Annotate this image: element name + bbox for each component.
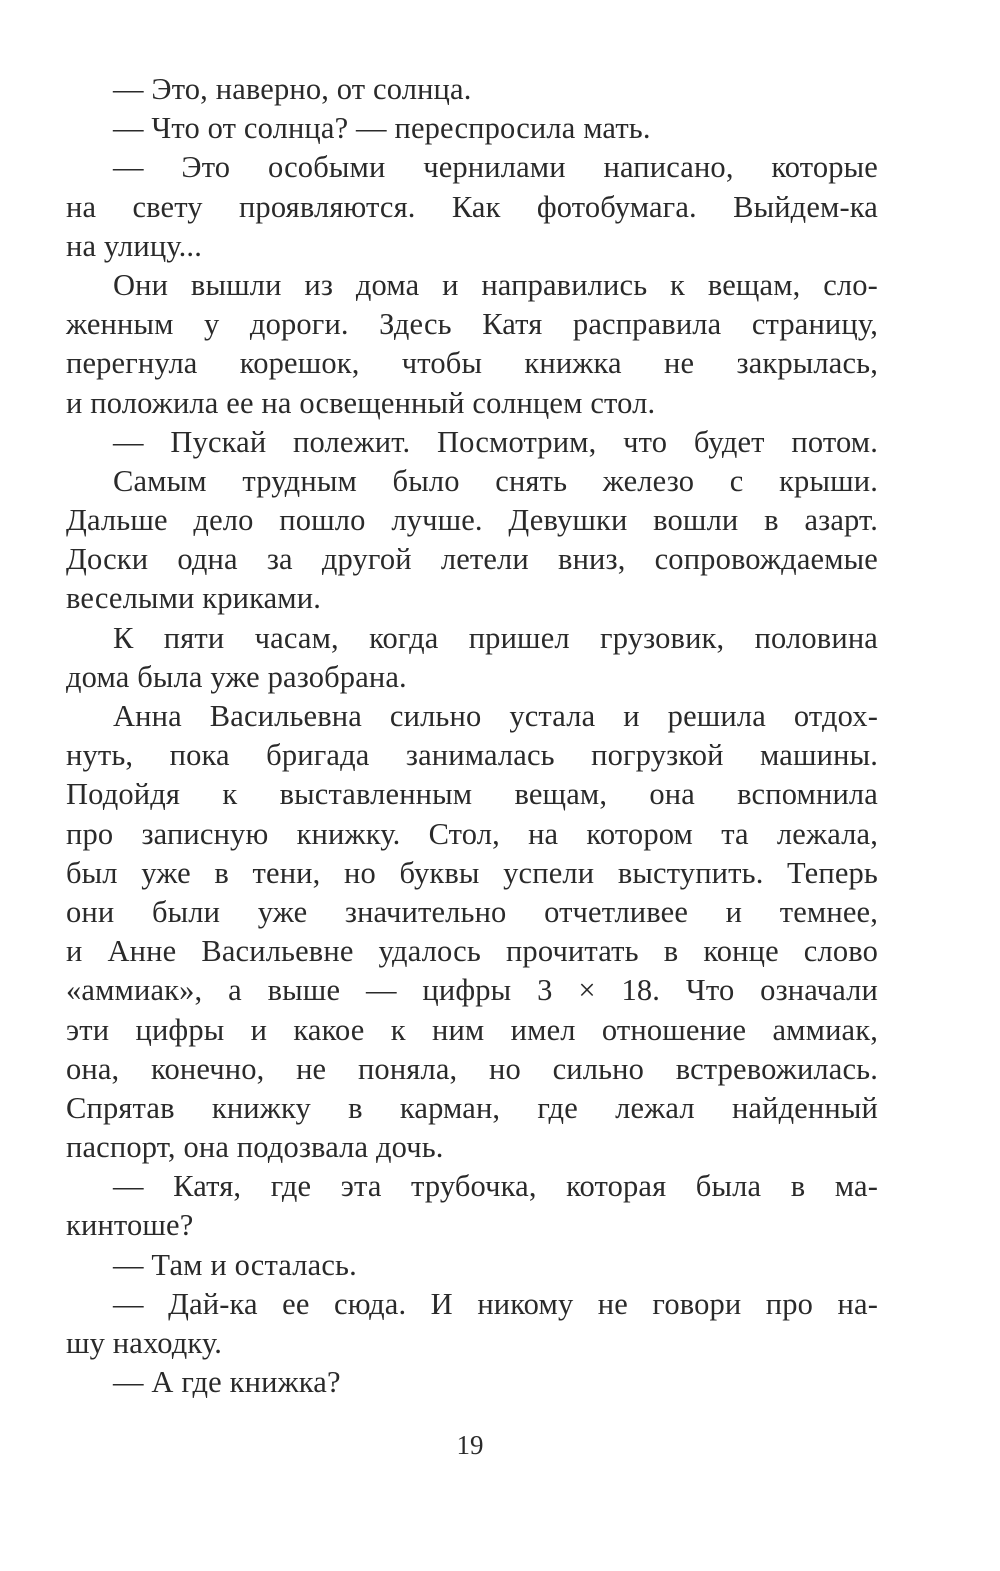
text-line: К пяти часам, когда пришел грузовик, половина bbox=[113, 620, 878, 655]
text-line: дома была уже разобрана. bbox=[66, 659, 407, 694]
text-line: — Пускай полежит. Посмотрим, что будет потом. bbox=[113, 424, 878, 459]
text-line: — Там и осталась. bbox=[113, 1247, 357, 1282]
text-line: Подойдя к выставленным вещам, она вспомнила bbox=[66, 777, 878, 812]
text-line: она, конечно, не поняла, но сильно встревожилась. bbox=[66, 1051, 878, 1086]
text-line: про записную книжку. Стол, на котором та лежала, bbox=[66, 816, 878, 851]
text-line: «аммиак», а выше — цифры 3 × 18. Что означали bbox=[66, 973, 878, 1008]
text-line: кинтоше? bbox=[66, 1208, 194, 1243]
text-line: был уже в тени, но буквы успели выступить. Теперь bbox=[66, 855, 878, 890]
text-line: женным у дороги. Здесь Катя расправила страницу, bbox=[66, 307, 878, 342]
text-line: они были уже значительно отчетливее и темнее, bbox=[66, 894, 878, 929]
text-line: и положила ее на освещенный солнцем стол. bbox=[66, 385, 656, 420]
text-line: паспорт, она подозвала дочь. bbox=[66, 1130, 444, 1165]
text-line: на улицу... bbox=[66, 228, 202, 263]
text-line: перегнула корешок, чтобы книжка не закрылась, bbox=[66, 346, 878, 381]
text-line: — Дай-ка ее сюда. И никому не говори про на- bbox=[113, 1286, 878, 1321]
text-line: Дальше дело пошло лучше. Девушки вошли в азарт. bbox=[66, 503, 878, 538]
text-line: на свету проявляются. Как фотобумага. Выйдем-ка bbox=[66, 189, 878, 224]
text-line: нуть, пока бригада занималась погрузкой машины. bbox=[66, 738, 878, 773]
body-text bbox=[66, 70, 878, 1402]
text-line: — Это, наверно, от солнца. bbox=[113, 72, 472, 106]
text-line: и Анне Васильевне удалось прочитать в конце слово bbox=[66, 934, 878, 969]
text-line: — Это особыми чернилами написано, которые bbox=[113, 150, 878, 185]
text-line: — А где книжка? bbox=[113, 1365, 341, 1400]
text-line: Самым трудным было снять железо с крыши. bbox=[113, 463, 878, 498]
text-line: Они вышли из дома и направились к вещам, сло- bbox=[113, 267, 878, 302]
text-line: Анна Васильевна сильно устала и решила отдох- bbox=[113, 699, 878, 733]
page-number: 19 bbox=[456, 1430, 484, 1460]
text-line: — Катя, где эта трубочка, которая была в ма- bbox=[113, 1169, 878, 1204]
text-line: Спрятав книжку в карман, где лежал найденный bbox=[66, 1090, 878, 1125]
text-line: шу находку. bbox=[66, 1326, 223, 1360]
text-line: эти цифры и какое к ним имел отношение аммиак, bbox=[66, 1012, 878, 1047]
text-line: — Что от солнца? — переспросила мать. bbox=[113, 111, 651, 146]
text-line: веселыми криками. bbox=[66, 581, 322, 616]
text-line: Доски одна за другой летели вниз, сопровождаемые bbox=[66, 542, 878, 577]
